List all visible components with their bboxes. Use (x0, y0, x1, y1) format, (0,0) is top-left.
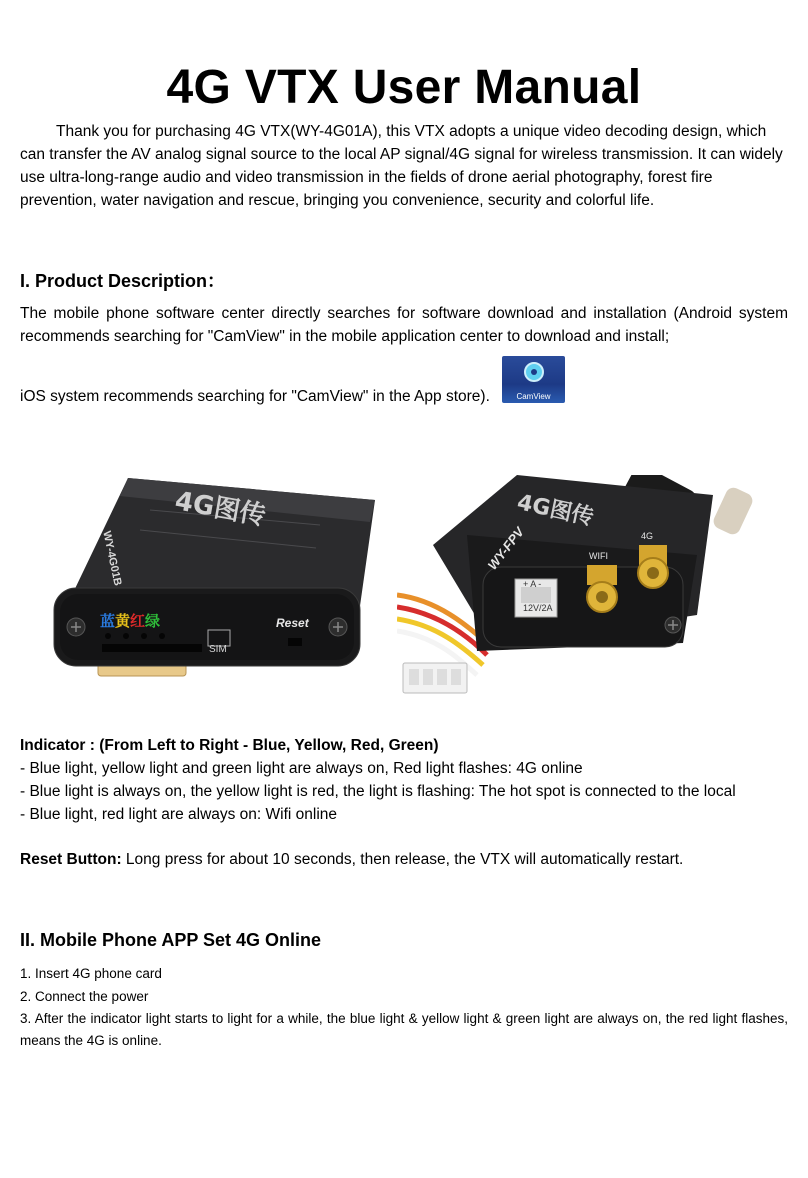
intro-text: Thank you for purchasing 4G VTX(WY-4G01A), this VTX adopts a unique video decoding design, which can transfer the AV analog signal source to the local AP signal/4G signal for wireless transmission. It can widely use ultra-long-range audio and video transmission in the fields of drone aerial photography, forest fire prevention, water navigation and rescue, bringing you convenience, security and colorful life. (20, 123, 783, 209)
section1-para1: The mobile phone software center directly searches for software download and installation (Android system recommends searching for "CamView" in the mobile application center to download and install; (20, 305, 788, 345)
indicator-green-label: 绿 (145, 612, 161, 630)
section1-heading: I. Product Description： (20, 271, 226, 291)
reset-label-text: Reset Button: (20, 851, 122, 868)
step-3: 3. After the indicator light starts to light for a while, the blue light & yellow light & green light are always on, the red light flashes, means the 4G is online. (20, 1011, 788, 1048)
camera-lens-icon (524, 362, 544, 382)
voltage-label: 12V/2A (523, 603, 553, 613)
indicator-red-label: 红 (130, 612, 146, 630)
indicator-blue-label: 蓝 (100, 612, 116, 630)
section2-heading: II. Mobile Phone APP Set 4G Online (20, 930, 322, 950)
wifi-port-label: WIFI (589, 551, 608, 561)
left-brand-text: 4G图传 (172, 486, 268, 532)
left-model-text: WY-4G01B (100, 530, 124, 587)
reset-label: Reset (276, 616, 309, 630)
section1-para2: iOS system recommends searching for "CamView" in the App store). (20, 388, 490, 405)
right-photo-labels (397, 475, 757, 703)
indicator-line-3: - Blue light, red light are always on: Wifi online (20, 806, 338, 823)
reset-description: Long press for about 10 seconds, then release, the VTX will automatically restart. (121, 851, 684, 868)
left-photo-labels (20, 470, 382, 703)
right-logo-text: WY-FPV (484, 524, 527, 573)
indicator-line-1: - Blue light, yellow light and green light are always on, Red light flashes: 4G online (20, 760, 583, 777)
app-icon-label: CamView (516, 392, 551, 401)
page-title: 4G VTX User Manual (166, 61, 642, 114)
sim-label: SIM (209, 644, 227, 655)
reset-paragraph (20, 849, 683, 871)
power-port-label: + A - (523, 579, 542, 589)
indicator-yellow-label: 黄 (115, 612, 131, 630)
right-brand-text: 4G图传 (514, 490, 596, 531)
intro-paragraph (20, 120, 788, 212)
indicator-line-2: - Blue light is always on, the yellow light is red, the light is flashing: The hot spot is connected to the local (20, 783, 736, 800)
fourg-port-label: 4G (641, 531, 654, 541)
indicator-labels (100, 610, 160, 631)
camview-app-icon (502, 356, 565, 403)
step-1: 1. Insert 4G phone card (20, 966, 162, 981)
step-2: 2. Connect the power (20, 989, 149, 1004)
indicator-heading: Indicator : (From Left to Right - Blue, Yellow, Red, Green) (20, 737, 439, 754)
